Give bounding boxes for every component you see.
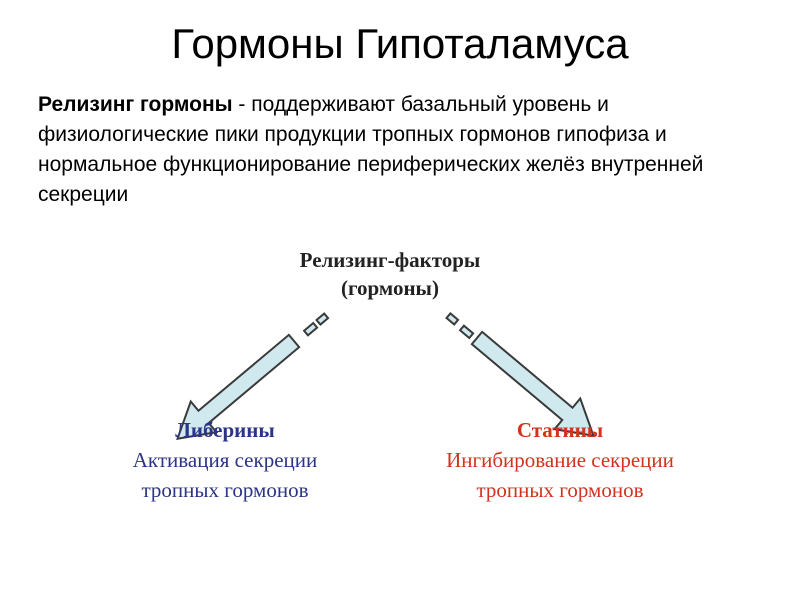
statins-line-2: тропных гормонов [476, 478, 644, 502]
intro-text: - поддерживают базальный уровень и физиологические пики продукции тропных гормонов гипофиза и нормальное функционирование периферических желёз внутренней секреции [38, 93, 704, 206]
statins-block [410, 415, 710, 505]
factors-line-1: Релизинг-факторы [299, 248, 481, 272]
page-title: Гормоны Гипоталамуса [171, 20, 629, 67]
statins-title: Статины [516, 418, 604, 442]
liberins-line-2: тропных гормонов [141, 478, 309, 502]
factors-line-2: (гормоны) [341, 276, 439, 300]
liberins-block [75, 415, 375, 505]
statins-line-1: Ингибирование секреции [446, 448, 674, 472]
intro-term: Релизинг гормоны [38, 93, 233, 116]
liberins-title: Либерины [175, 418, 275, 442]
liberins-line-1: Активация секреции [132, 448, 318, 472]
